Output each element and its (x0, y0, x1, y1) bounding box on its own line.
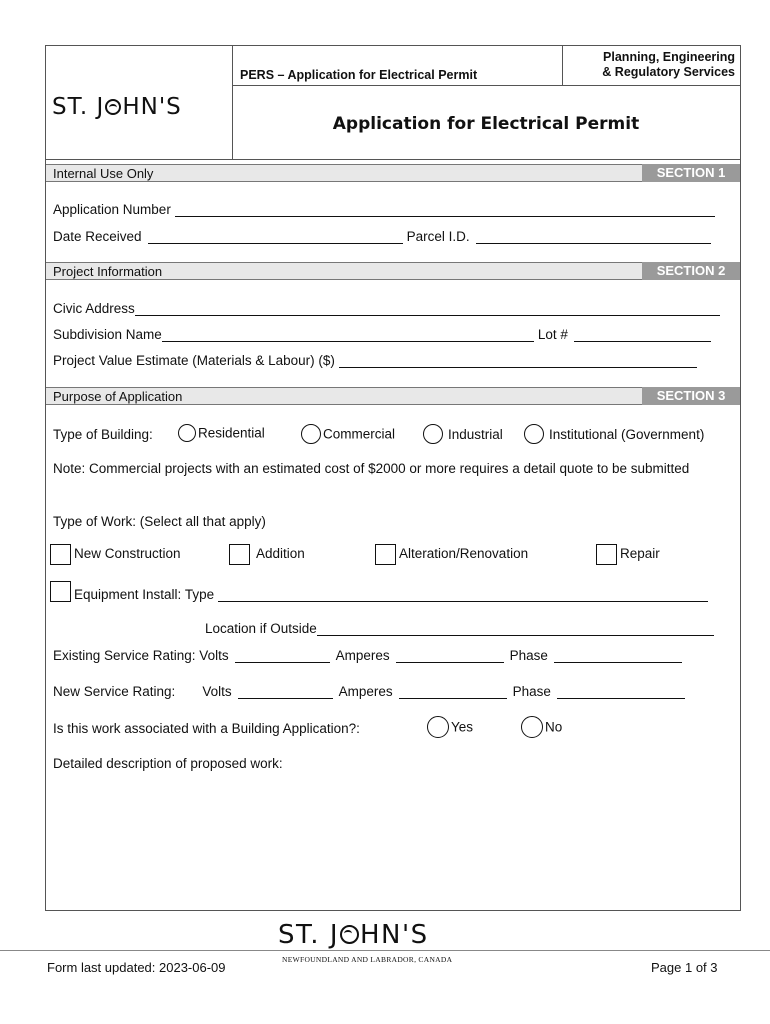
new-service-label: New Service Rating: (53, 684, 176, 699)
footer-divider (0, 950, 770, 951)
section-2-bar (46, 262, 740, 280)
location-outside-field[interactable] (317, 621, 714, 636)
radio-yes[interactable] (427, 716, 449, 738)
work-option-addition[interactable]: Addition (229, 544, 305, 565)
detailed-description-field[interactable] (53, 778, 733, 903)
subdivision-name-field[interactable] (162, 327, 534, 342)
section-3-tag: SECTION 3 (642, 387, 740, 405)
building-app-yes[interactable]: Yes (427, 717, 473, 739)
subtitle-cell (232, 46, 562, 86)
checkbox-alteration[interactable] (375, 544, 396, 565)
building-option-residential[interactable]: Residential (178, 425, 265, 443)
existing-service-row (53, 648, 682, 663)
type-of-building-label: Type of Building: (53, 427, 153, 442)
lot-label: Lot # (537, 327, 568, 342)
commercial-note: Note: Commercial projects with an estimated cost of $2000 or more requires a detail quote to be submitted (53, 461, 690, 476)
new-service-row (53, 684, 685, 699)
department-name: Planning, Engineering & Regulatory Services (602, 50, 735, 79)
form-subtitle: PERS – Application for Electrical Permit (240, 68, 478, 82)
radio-institutional[interactable] (524, 424, 544, 444)
checkbox-equipment-install[interactable] (50, 581, 71, 602)
building-option-commercial[interactable]: Commercial (301, 425, 395, 445)
civic-address-row (53, 301, 720, 316)
existing-phase-field[interactable] (554, 648, 682, 663)
section-2-label: Project Information (53, 264, 163, 279)
subdivision-name-label: Subdivision Name (53, 327, 162, 342)
location-outside-label: Location if Outside (205, 621, 317, 636)
application-number-label: Application Number (53, 202, 171, 217)
form-updated-date: Form last updated: 2023-06-09 (47, 960, 226, 975)
new-phase-label: Phase (512, 684, 551, 699)
equipment-type-field[interactable] (218, 587, 708, 602)
logo-cell (46, 46, 233, 159)
page-number: Page 1 of 3 (651, 960, 718, 975)
radio-no[interactable] (521, 716, 543, 738)
civic-address-field[interactable] (135, 301, 720, 316)
building-option-industrial[interactable]: Industrial (423, 425, 503, 445)
application-number-row (53, 202, 715, 217)
existing-amperes-label: Amperes (335, 648, 390, 663)
work-option-repair[interactable]: Repair (596, 544, 660, 565)
radio-residential[interactable] (178, 424, 196, 442)
date-received-field[interactable] (148, 229, 403, 244)
type-of-work-label: Type of Work: (Select all that apply) (53, 514, 266, 529)
civic-address-label: Civic Address (53, 301, 135, 316)
logo-o-icon (105, 99, 121, 115)
parcel-id-label: Parcel I.D. (406, 229, 470, 244)
work-option-alteration[interactable]: Alteration/Renovation (375, 544, 528, 565)
date-received-label: Date Received (53, 229, 142, 244)
work-option-new-construction[interactable]: New Construction (50, 544, 181, 565)
detailed-description-label: Detailed description of proposed work: (53, 756, 283, 771)
checkbox-new-construction[interactable] (50, 544, 71, 565)
checkbox-repair[interactable] (596, 544, 617, 565)
date-received-row (53, 229, 711, 244)
department-cell (562, 46, 741, 86)
equipment-install-label: Equipment Install: Type (74, 587, 215, 602)
existing-volts-field[interactable] (235, 648, 330, 663)
footer-logo-subtitle: NEWFOUNDLAND AND LABRADOR, CANADA (282, 955, 453, 964)
building-app-question: Is this work associated with a Building Application?: (53, 721, 360, 736)
new-volts-label: Volts (202, 684, 232, 699)
existing-service-label: Existing Service Rating: Volts (53, 648, 229, 663)
section-1-tag: SECTION 1 (642, 164, 740, 182)
st-johns-logo: ST. J HN'S (52, 94, 182, 120)
radio-industrial[interactable] (423, 424, 443, 444)
section-1-label: Internal Use Only (53, 166, 154, 181)
building-app-no[interactable]: No (521, 717, 562, 739)
subdivision-row (53, 327, 711, 342)
section-3-bar (46, 387, 740, 405)
section-1-bar (46, 164, 740, 182)
form-header (46, 46, 740, 160)
existing-amperes-field[interactable] (396, 648, 504, 663)
project-value-label: Project Value Estimate (Materials & Labour) ($) (53, 353, 335, 368)
location-outside-row (205, 621, 714, 636)
footer-logo-o-icon (340, 925, 359, 944)
section-3-label: Purpose of Application (53, 389, 183, 404)
checkbox-addition[interactable] (229, 544, 250, 565)
project-value-row (53, 353, 697, 368)
form-frame (45, 45, 741, 911)
building-option-institutional[interactable]: Institutional (Government) (524, 425, 704, 445)
page-title: Application for Electrical Permit (332, 114, 640, 134)
lot-field[interactable] (574, 327, 711, 342)
equipment-install-row (50, 581, 708, 602)
footer-logo: ST. J HN'S (278, 920, 429, 950)
new-phase-field[interactable] (557, 684, 685, 699)
new-amperes-label: Amperes (338, 684, 393, 699)
project-value-field[interactable] (339, 353, 697, 368)
title-cell (232, 86, 740, 159)
parcel-id-field[interactable] (476, 229, 711, 244)
section-2-tag: SECTION 2 (642, 262, 740, 280)
radio-commercial[interactable] (301, 424, 321, 444)
application-number-field[interactable] (175, 202, 715, 217)
new-volts-field[interactable] (238, 684, 333, 699)
existing-phase-label: Phase (509, 648, 548, 663)
new-amperes-field[interactable] (399, 684, 507, 699)
